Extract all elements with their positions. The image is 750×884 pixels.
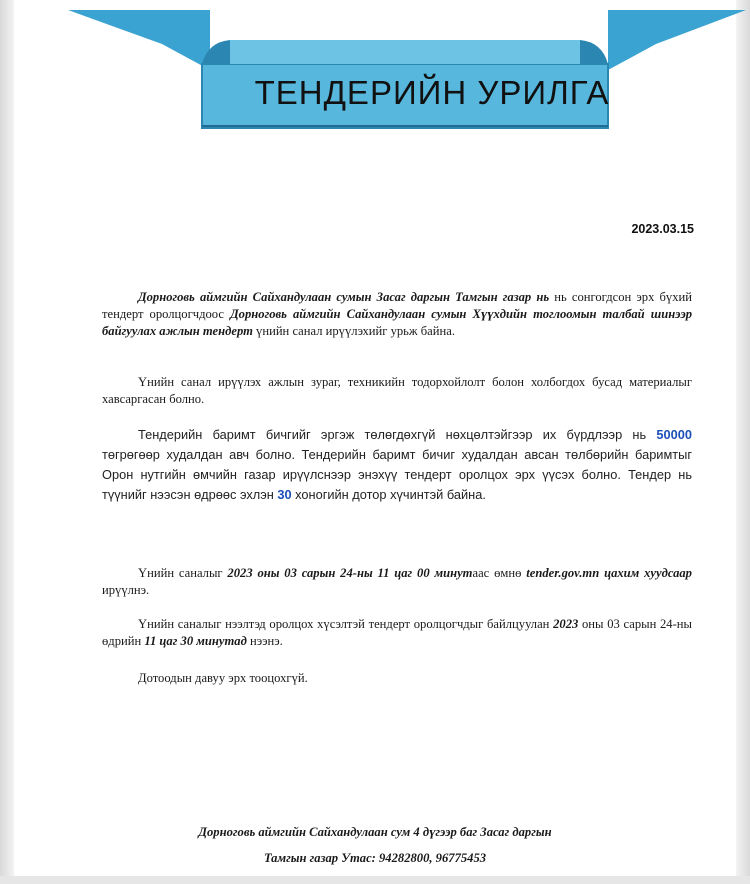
- paragraph-preference: [102, 670, 692, 687]
- paragraph-text: нээнэ.: [246, 634, 283, 648]
- deadline-datetime: 2023 оны 03 сарын 24-ны 11 цаг 00 минут: [227, 566, 473, 580]
- paragraph-text: үнийн санал ирүүлэхийг урьж байна.: [252, 324, 455, 338]
- page-edge-bottom: [0, 876, 750, 884]
- document-date: 2023.03.15: [631, 222, 694, 236]
- paragraph-documents: [102, 425, 692, 505]
- paragraph-text: Үнийн саналыг нээлтэд оролцох хүсэлтэй тендерт оролцогчдыг байлцуулан: [138, 617, 554, 631]
- paragraph-text: төгрөгөөр худалдан авч болно. Тендерийн баримт бичиг худалдан авсан төлбөрийн баримтыг Орон нутгийн өмчийн газар ирүүлснээр энэхүү тендерт оролцох эрх үүсэх болно. Тендер нь түүнийг нээсэн өдрөөс эхлэн: [102, 447, 692, 502]
- page-edge-left: [0, 0, 14, 884]
- paragraph-attachments: [102, 374, 692, 408]
- page-title: ТЕНДЕРИЙН УРИЛГА: [254, 74, 610, 111]
- title-ribbon-banner: [62, 8, 750, 136]
- validity-days: 30: [277, 487, 292, 502]
- paragraph-text: Дотоодын давуу эрх тооцохгүй.: [138, 671, 308, 685]
- paragraph-text: аас өмнө: [472, 566, 527, 580]
- paragraph-text: оны 03 сарын 24-ны өдрийн: [102, 617, 692, 648]
- paragraph-text: Тендерийн баримт бичгийг эргэж төлөгдөхгүй нөхцөлтэйгээр их бүрдлээр нь: [138, 427, 657, 442]
- paragraph-text: ирүүлнэ.: [102, 583, 150, 597]
- paragraph-invitation: [102, 289, 692, 340]
- paragraph-text: хоногийн дотор хүчинтэй байна.: [291, 487, 486, 502]
- signature-line-1: Дорноговь аймгийн Сайхандулаан сум 4 дүгээр баг Засаг даргын: [198, 825, 552, 839]
- paragraph-opening: [102, 616, 692, 650]
- opening-year: 2023: [553, 617, 579, 631]
- paragraph-text: Үнийн санал ирүүлэх ажлын зураг, техникийн тодорхойлолт болон холбогдох бусад материалыг хавсаргасан болно.: [102, 375, 692, 406]
- issuer-name: Дорноговь аймгийн Сайхандулаан сумын Засаг даргын Тамгын газар нь: [138, 290, 550, 304]
- signature-line-2: Тамгын газар Утас: 94282800, 96775453: [263, 851, 487, 865]
- opening-time: 11 цаг 30 минутад: [144, 634, 247, 648]
- tender-name: Дорноговь аймгийн Сайхандулаан сумын Хүүхдийн тоглоомын талбай шинээр байгуулах ажлын тендерт: [102, 307, 692, 338]
- paragraph-text: нь сонгогдсон эрх бүхий тендерт оролцогчдоос: [102, 290, 692, 321]
- paragraph-deadline: [102, 565, 692, 599]
- submission-website: tender.gov.mn цахим хуудсаар: [526, 566, 692, 580]
- paragraph-text: Үнийн саналыг: [138, 566, 228, 580]
- fee-amount: 50000: [656, 427, 692, 442]
